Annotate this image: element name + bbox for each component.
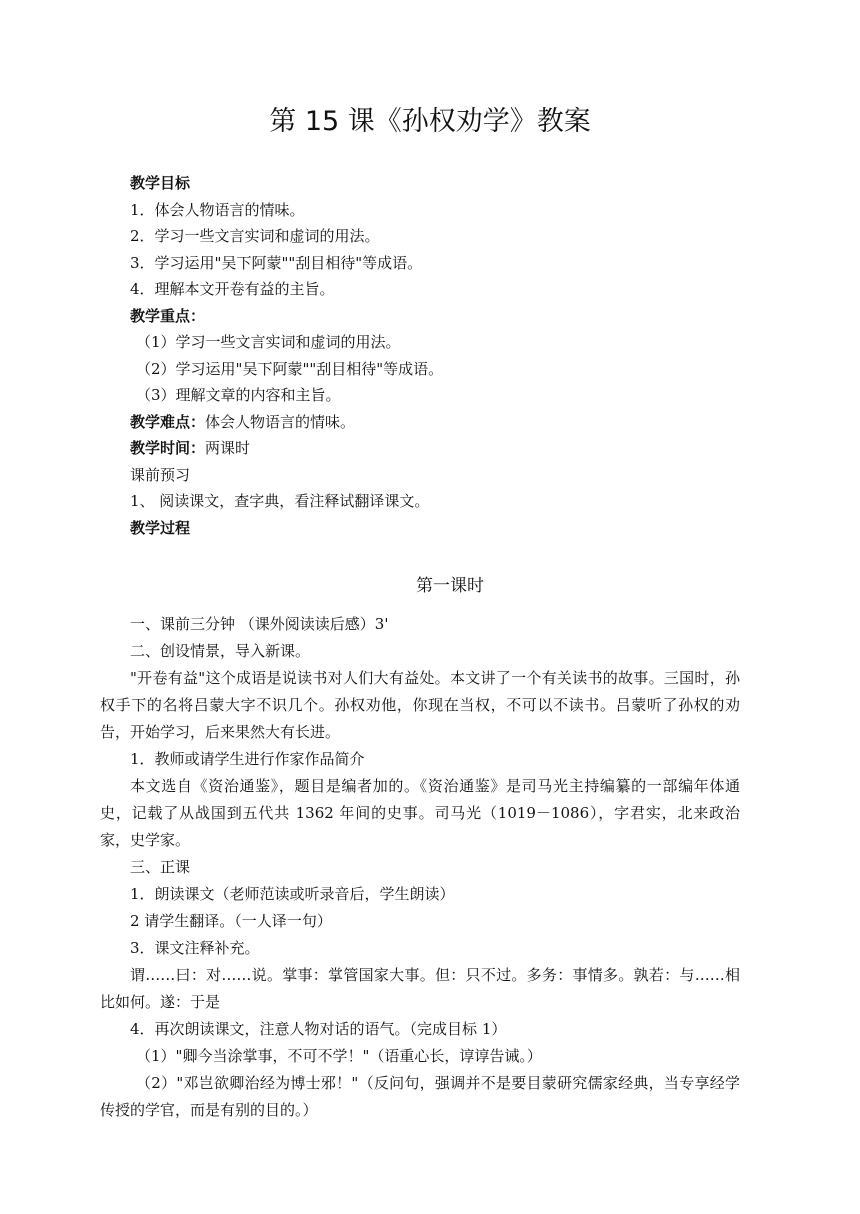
time-line — [130, 435, 770, 462]
dialog-item: （1）"卿今当涂掌事，不可不学！"（语重心长，谆谆告诫。） — [136, 1047, 542, 1065]
key-point-item: （2）学习运用"吴下阿蒙""刮目相待"等成语。 — [136, 359, 444, 378]
reread-item: 4．再次朗读课文，注意人物对话的语气。（完成目标 1） — [130, 1020, 507, 1038]
translate-item: 2 请学生翻译。（一人译一句） — [130, 912, 332, 930]
lesson-overview — [130, 170, 770, 541]
preview-item: 1、 阅读课文，查字典，看注释试翻译课文。 — [130, 492, 430, 510]
dialog-item: （2）"邓岂欲卿治经为博士邪！"（反问句，强调并不是要目蒙研究儒家经典，当专享经学传授的学官，而是有别的目的。） — [100, 1074, 740, 1119]
author-heading: 1．教师或请学生进行作家作品简介 — [130, 750, 365, 768]
step-intro: 二、创设情景，导入新课。 — [130, 642, 311, 660]
preview-heading: 课前预习 — [130, 465, 191, 484]
objective-item: 3．学习运用"吴下阿蒙""刮目相待"等成语。 — [130, 253, 423, 272]
step-main: 三、正课 — [130, 858, 191, 876]
difficulty-line — [130, 409, 770, 436]
step-warmup: 一、课前三分钟 （课外阅读读后感）3' — [130, 615, 389, 633]
key-point-item: （1）学习一些文言实词和虚词的用法。 — [136, 333, 401, 351]
intro-paragraph: "开卷有益"这个成语是说读书对人们大有益处。本文讲了一个有关读书的故事。三国时，孙权手下的名将吕蒙大字不识几个。孙权劝他，你现在当权，不可以不读书。吕蒙听了孙权的劝告，开始学习，后来果然大有长进。 — [100, 669, 740, 741]
objective-item: 4．理解本文开卷有益的主旨。 — [130, 280, 335, 298]
key-points-heading: 教学重点： — [130, 306, 206, 325]
author-paragraph: 本文选自《资治通鉴》，题目是编者加的。《资治通鉴》是司马光主持编纂的一部编年体通史，记载了从战国到五代共 1362 年间的史事。司马光（1019－1086），字君实，北来政治家，史学家。 — [100, 777, 740, 849]
objective-item: 1．体会人物语言的情味。 — [130, 200, 305, 219]
notes-paragraph: 谓……曰：对……说。掌事：掌管国家大事。但：只不过。多务：事情多。孰若：与……相比如何。遂：于是 — [100, 966, 740, 1011]
objectives-heading: 教学目标 — [130, 174, 191, 192]
lesson1-body — [100, 611, 770, 1124]
difficulty-label: 教学难点： — [130, 412, 206, 431]
process-heading: 教学过程 — [130, 518, 191, 537]
notes-heading: 3．课文注释补充。 — [130, 939, 260, 957]
time-value: 两课时 — [205, 439, 251, 457]
difficulty-value: 体会人物语言的情味。 — [205, 412, 356, 431]
read-aloud-item: 1．朗读课文（老师范读或听录音后，学生朗读） — [130, 885, 455, 903]
objective-item: 2．学习一些文言实词和虚词的用法。 — [130, 227, 380, 245]
key-point-item: （3）理解文章的内容和主旨。 — [136, 386, 341, 404]
time-label: 教学时间： — [130, 439, 206, 457]
lesson1-heading: 第一课时 — [416, 576, 484, 596]
document-title: 第 15 课《孙权劝学》教案 — [269, 106, 591, 137]
